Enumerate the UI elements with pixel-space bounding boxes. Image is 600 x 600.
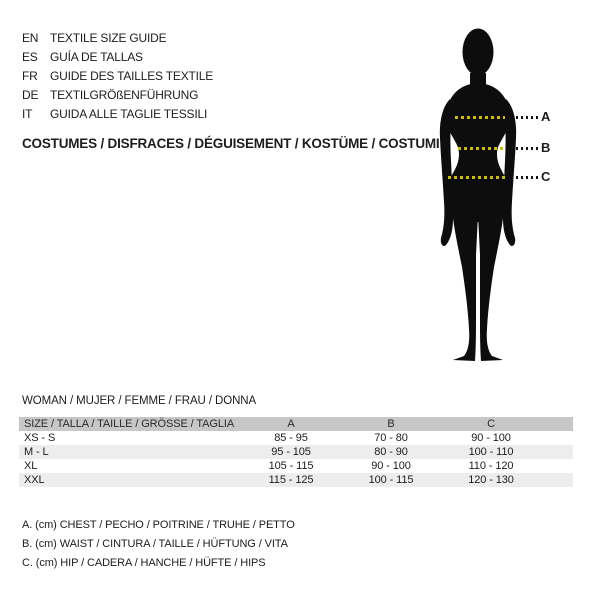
language-label: GUÍA DE TALLAS [50,50,143,64]
size-table-header-row [19,417,573,431]
woman-silhouette-figure [408,25,551,370]
language-code: ES [22,50,38,64]
filler-cell [541,445,573,459]
filler-cell [541,431,573,445]
header-size: SIZE / TALLA / TAILLE / GRÖSSE / TAGLIA [19,417,241,431]
measure-line-a-extension [516,116,538,119]
filler-cell [541,459,573,473]
size-cell: XS - S [24,432,56,444]
value-a-cell: 95 - 105 [271,446,311,458]
measure-line-c-extension [516,176,538,179]
language-code: EN [22,31,39,45]
silhouette-left-leg [451,200,478,361]
legend-line-c: C. (cm) HIP / CADERA / HANCHE / HÜFTE / HIPS [22,557,266,569]
value-b-cell: 100 - 115 [368,474,414,486]
language-code: DE [22,88,39,102]
silhouette-torso [446,83,510,222]
language-label: GUIDA ALLE TAGLIE TESSILI [50,107,208,121]
value-c-cell: 90 - 100 [471,432,511,444]
legend-line-b: B. (cm) WAIST / CINTURA / TAILLE / HÜFTUNG / VITA [22,538,288,550]
silhouette-head [463,29,494,76]
category-title: COSTUMES / DISFRACES / DÉGUISEMENT / KOSTÜME / COSTUMI [22,136,440,151]
size-cell: XXL [24,474,45,486]
value-b-cell: 90 - 100 [371,460,411,472]
silhouette-right-arm [503,99,516,246]
language-label: TEXTILGRÖßENFÜHRUNG [50,88,199,102]
silhouette-right-leg [478,200,505,361]
size-table [19,417,573,487]
size-table-row-m-l [19,445,573,459]
value-a-cell: 105 - 115 [268,460,314,472]
measure-line-b-on-body [458,147,503,150]
value-a-cell: 115 - 125 [268,474,314,486]
size-table-row-xs-s [19,431,573,445]
value-a-cell: 85 - 95 [274,432,308,444]
header-c: C [441,417,541,431]
measure-line-b-extension [516,147,538,150]
value-c-cell: 120 - 130 [468,474,514,486]
silhouette-left-arm [440,99,453,246]
measure-line-c-on-body [448,176,508,179]
header-filler [541,417,573,431]
value-c-cell: 110 - 120 [468,460,514,472]
legend-line-a: A. (cm) CHEST / PECHO / POITRINE / TRUHE / PETTO [22,519,295,531]
language-code: FR [22,69,38,83]
language-label: TEXTILE SIZE GUIDE [50,31,167,45]
size-table-row-xl [19,459,573,473]
language-list [0,0,300,130]
header-b: B [341,417,441,431]
value-c-cell: 100 - 110 [468,446,514,458]
size-cell: M - L [24,446,49,458]
header-a: A [241,417,341,431]
measure-label-c: C [541,169,551,184]
section-title-woman: WOMAN / MUJER / FEMME / FRAU / DONNA [22,395,257,407]
size-table-row-xxl [19,473,573,487]
language-label: GUIDE DES TAILLES TEXTILE [50,69,214,83]
measure-label-a: A [541,109,551,124]
filler-cell [541,473,573,487]
measure-label-b: B [541,140,551,155]
value-b-cell: 70 - 80 [374,432,408,444]
measure-line-a-on-body [455,116,505,119]
value-b-cell: 80 - 90 [374,446,408,458]
size-cell: XL [24,460,38,472]
language-code: IT [22,107,33,121]
